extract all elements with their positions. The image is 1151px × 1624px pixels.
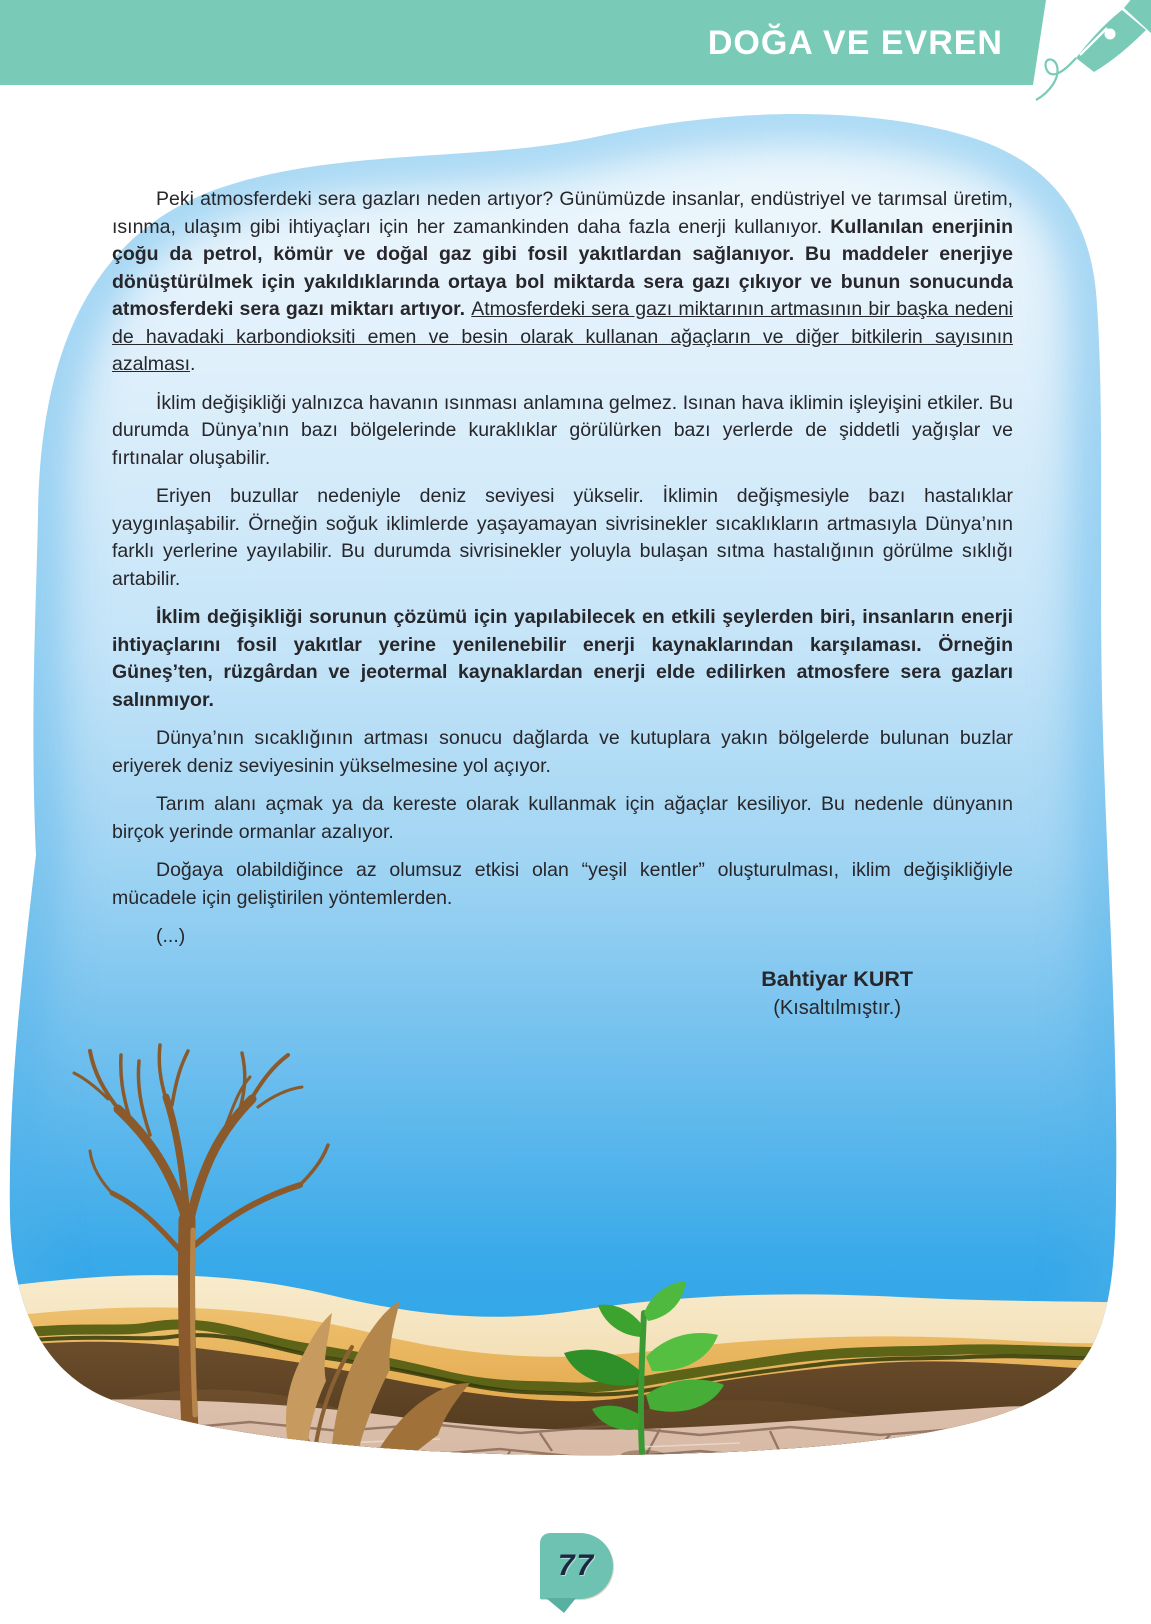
driftwood-shadow xyxy=(235,1476,465,1502)
abridged-note: (Kısaltılmıştır.) xyxy=(773,996,902,1019)
pen-breather-hole xyxy=(1105,29,1116,40)
pen-squiggle-line xyxy=(1036,58,1076,100)
page-number-badge xyxy=(540,1533,613,1599)
author-name: Bahtiyar KURT xyxy=(761,966,913,991)
paragraph-1-bold-sentence: Kullanılan enerjinin çoğu da petrol, kömür ve doğal gaz gibi fosil yakıtlardan sağlanıyor. Bu maddeler enerjiye dönüştürülmek için yakıldıklarında ortaya bol miktarda sera gazı çıkıyor ve bunun sonucunda atmosferdeki sera gazı miktarı artıyor. xyxy=(112,215,1013,320)
ellipsis-mark: (...) xyxy=(156,925,186,947)
page-number: 77 xyxy=(557,1549,596,1582)
body-paragraph-1 xyxy=(112,186,1013,379)
page-title: DOĞA VE EVREN xyxy=(707,24,1003,62)
body-paragraph-5: Dünya’nın sıcaklığının artması sonucu dağlarda ve kutuplara yakın bölgelerde bulunan buzlar eriyerek deniz seviyesinin yükselmesine yol açıyor. xyxy=(112,727,1013,777)
article-text-block xyxy=(112,186,1013,1023)
body-paragraph-4-bold: İklim değişikliği sorunun çözümü için yapılabilecek en etkili şeylerden biri, insanların enerji ihtiyaçlarını fosil yakıtlar yerine yenilenebilir enerji kaynaklarından karşılaması. Örneğin Güneş’ten, rüzgârdan ve jeotermal kaynaklardan enerji elde edilirken atmosfere sera gazları salınmıyor. xyxy=(112,606,1013,711)
signature-block xyxy=(112,965,1013,1023)
paragraph-1-period: . xyxy=(190,353,196,375)
body-paragraph-3: Eriyen buzullar nedeniyle deniz seviyesi yükselir. İklimin değişmesiyle bazı hastalıklar yaygınlaşabilir. Örneğin soğuk iklimlerde yaşayamayan sivrisinekler sıcaklıkların artmasıyla Dünya’nın farklı yerlerine yayılabilir. Bu durumda sivrisinekler yoluyla bulaşan sıtma hastalığının görülme sıklığı artabilir. xyxy=(112,485,1013,590)
paragraph-1-regular-text: Peki atmosferdeki sera gazları neden artıyor? Günümüzde insanlar, endüstriyel ve tarımsal üretim, ısınma, ulaşım gibi ihtiyaçları için her zamankinden daha fazla enerji kullanıyor. xyxy=(112,188,1013,238)
body-paragraph-6: Tarım alanı açmak ya da kereste olarak kullanmak için ağaçlar kesiliyor. Bu nedenle dünyanın birçok yerinde ormanlar azalıyor. xyxy=(112,793,1013,843)
badge-fold-corner xyxy=(546,1598,576,1613)
body-paragraph-2: İklim değişikliği yalnızca havanın ısınması anlamına gelmez. Isınan hava iklimin işleyişini etkiler. Bu durumda Dünya’nın bazı bölgelerinde kuraklıklar görülürken bazı yerlerde de şiddetli yağışlar ve fırtınalar oluşabilir. xyxy=(112,391,1013,469)
tree-shadow xyxy=(147,1429,243,1445)
paragraph-1-underlined-sentence: Atmosferdeki sera gazı miktarının artmasının bir başka nedeni de havadaki karbondioksiti emen ve besin olarak kullanan ağaçların ve diğer bitkilerin sayısının azalması xyxy=(112,298,1013,375)
pen-nib xyxy=(1076,10,1146,72)
body-paragraph-7: Doğaya olabildiğince az olumsuz etkisi olan “yeşil kentler” oluşturulması, iklim değişikliğiyle mücadele için geliştirilen yöntemlerden. xyxy=(112,859,1013,909)
